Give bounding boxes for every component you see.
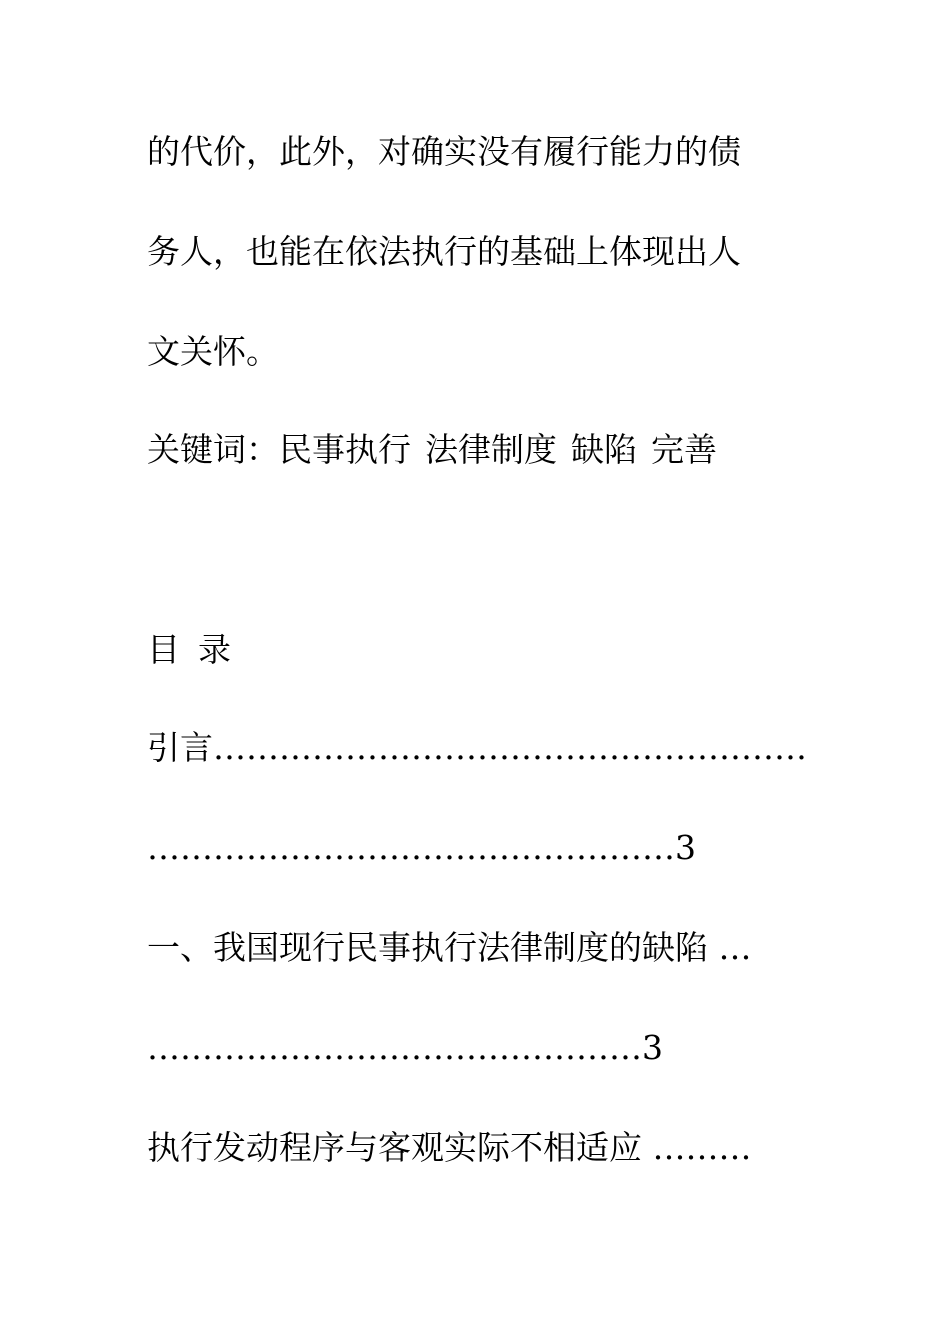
keywords-label: 关键词：: [147, 430, 279, 469]
toc-title: [147, 630, 231, 670]
abstract-line-1: 的代价，此外，对确实没有履行能力的债: [147, 132, 741, 171]
toc-entry-1-line-2: ………………………………………3: [147, 1028, 663, 1067]
toc-title-char: 目: [147, 630, 180, 669]
keyword-item: 缺陷: [571, 430, 637, 469]
keyword-item: 民事执行: [279, 430, 411, 469]
abstract-line-2: 务人，也能在依法执行的基础上体现出人: [147, 232, 741, 271]
keywords-line: [147, 430, 717, 470]
toc-entry-intro-line-2: …………………………………………3: [147, 828, 696, 867]
toc-title-char: 录: [198, 630, 231, 669]
toc-entry-intro-line-1: 引言………………………………………………: [147, 728, 807, 767]
toc-entry-2-line-1: 执行发动程序与客观实际不相适应 ………: [147, 1128, 752, 1167]
keyword-item: 法律制度: [425, 430, 557, 469]
keyword-item: 完善: [651, 430, 717, 469]
toc-entry-1-line-1: 一、我国现行民事执行法律制度的缺陷 …: [147, 928, 752, 967]
abstract-line-3: 文关怀。: [147, 332, 279, 371]
